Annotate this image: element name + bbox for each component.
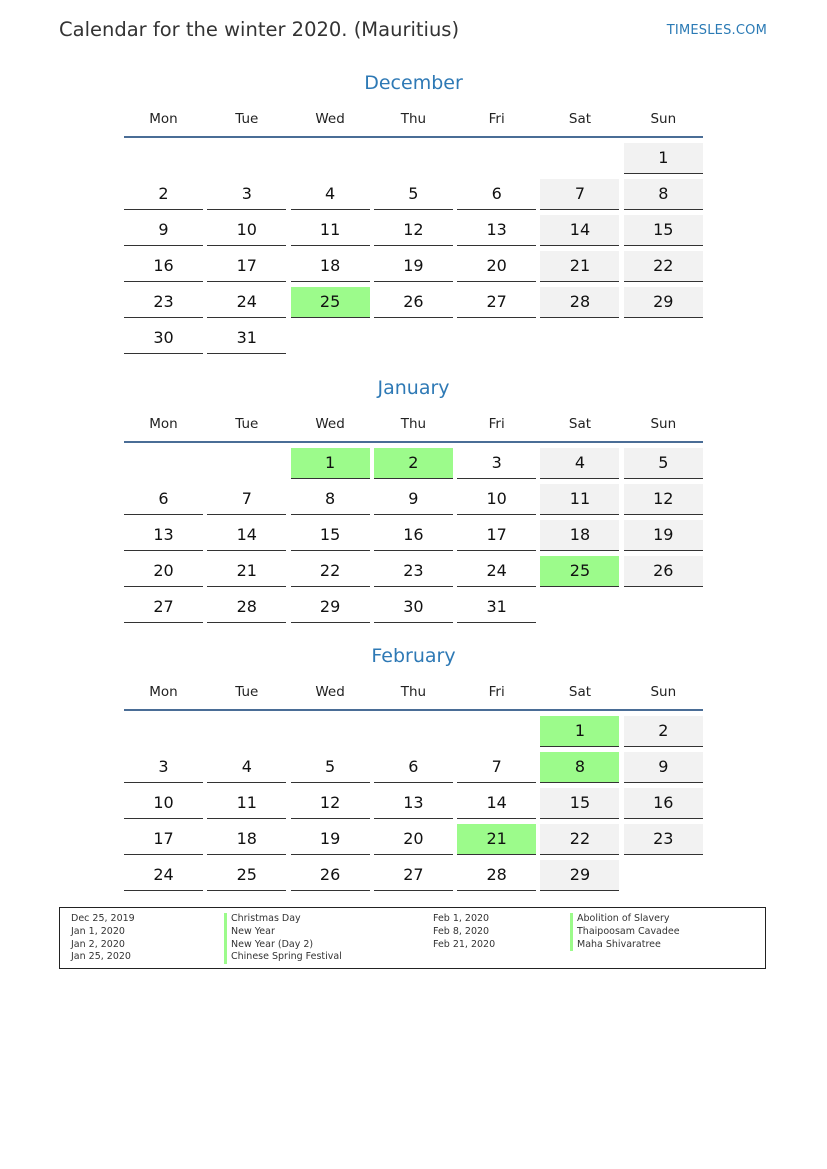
weekday-label: Sat — [568, 416, 592, 432]
weekday-label: Tue — [235, 416, 259, 432]
day-cell: 2 — [124, 179, 203, 210]
weekday-label: Mon — [149, 416, 178, 432]
day-cell: 3 — [124, 752, 203, 783]
day-cell: 27 — [457, 287, 536, 318]
weekday-label: Thu — [400, 684, 427, 700]
day-cell: 23 — [624, 824, 703, 855]
weekday-header — [124, 409, 703, 443]
empty-cell — [207, 448, 286, 479]
day-cell: 26 — [374, 287, 453, 318]
weekday-label: Sat — [568, 111, 592, 127]
day-cell: 6 — [124, 484, 203, 515]
empty-cell — [291, 716, 370, 747]
legend-entry: Feb 8, 2020 — [433, 925, 490, 937]
day-cell: 24 — [457, 556, 536, 587]
day-cell: 11 — [291, 215, 370, 246]
day-cell: 8 — [624, 179, 703, 210]
day-cell: 29 — [540, 860, 619, 891]
day-cell: 21 — [540, 251, 619, 282]
day-cell: 29 — [624, 287, 703, 318]
day-cell: 9 — [374, 484, 453, 515]
day-grid — [124, 716, 703, 896]
day-cell: 19 — [374, 251, 453, 282]
day-cell: 1 — [624, 143, 703, 174]
month-february — [124, 641, 703, 896]
weekday-label: Wed — [315, 416, 345, 432]
empty-cell — [457, 143, 536, 174]
day-cell: 27 — [124, 592, 203, 623]
weekday-label: Tue — [235, 111, 259, 127]
day-grid — [124, 143, 703, 359]
day-cell: 25 — [207, 860, 286, 891]
weekday-label: Thu — [400, 416, 427, 432]
day-cell: 12 — [624, 484, 703, 515]
day-cell: 24 — [124, 860, 203, 891]
site-brand-link[interactable]: TIMESLES.COM — [666, 23, 767, 38]
month-title: December — [364, 72, 463, 94]
day-cell: 11 — [207, 788, 286, 819]
day-cell: 26 — [291, 860, 370, 891]
legend-entry: New Year (Day 2) — [224, 939, 342, 952]
day-cell: 17 — [207, 251, 286, 282]
empty-cell — [374, 716, 453, 747]
day-cell: 15 — [291, 520, 370, 551]
holiday-day-cell: 25 — [291, 287, 370, 318]
holiday-day-cell: 1 — [540, 716, 619, 747]
day-cell: 31 — [207, 323, 286, 354]
legend-entry: Feb 21, 2020 — [433, 938, 496, 950]
day-cell: 16 — [624, 788, 703, 819]
month-january — [124, 373, 703, 628]
month-december — [124, 68, 703, 359]
day-cell: 18 — [540, 520, 619, 551]
day-cell: 4 — [540, 448, 619, 479]
legend-names-left — [224, 913, 342, 964]
day-cell: 28 — [457, 860, 536, 891]
weekday-header — [124, 104, 703, 138]
legend-entry: Chinese Spring Festival — [224, 951, 342, 964]
weekday-label: Wed — [315, 111, 345, 127]
holiday-day-cell: 8 — [540, 752, 619, 783]
weekday-label: Fri — [488, 111, 505, 127]
day-cell: 3 — [457, 448, 536, 479]
day-cell: 4 — [207, 752, 286, 783]
holiday-day-cell: 1 — [291, 448, 370, 479]
day-cell: 30 — [124, 323, 203, 354]
day-cell: 18 — [291, 251, 370, 282]
day-cell: 17 — [457, 520, 536, 551]
weekday-label: Mon — [149, 111, 178, 127]
day-cell: 7 — [207, 484, 286, 515]
day-cell: 22 — [291, 556, 370, 587]
weekday-label: Sat — [568, 684, 592, 700]
day-cell: 14 — [457, 788, 536, 819]
day-cell: 8 — [291, 484, 370, 515]
empty-cell — [374, 143, 453, 174]
legend-entry: Feb 1, 2020 — [433, 913, 490, 924]
legend-entry: Maha Shivaratree — [570, 939, 680, 952]
day-cell: 24 — [207, 287, 286, 318]
day-cell: 16 — [374, 520, 453, 551]
empty-cell — [207, 716, 286, 747]
day-cell: 30 — [374, 592, 453, 623]
day-cell: 29 — [291, 592, 370, 623]
weekday-label: Tue — [235, 684, 259, 700]
month-title: February — [371, 645, 456, 667]
legend-entry: Dec 25, 2019 — [71, 913, 135, 924]
day-cell: 23 — [124, 287, 203, 318]
day-cell: 28 — [540, 287, 619, 318]
day-cell: 4 — [291, 179, 370, 210]
legend-dates-right — [433, 913, 495, 951]
day-cell: 7 — [457, 752, 536, 783]
page-title: Calendar for the winter 2020. (Mauritius) — [59, 18, 460, 41]
day-cell: 6 — [457, 179, 536, 210]
day-cell: 20 — [124, 556, 203, 587]
day-cell: 14 — [207, 520, 286, 551]
weekday-label: Sun — [650, 111, 677, 127]
day-cell: 5 — [374, 179, 453, 210]
legend-entry: Jan 1, 2020 — [71, 925, 125, 937]
weekday-label: Thu — [400, 111, 427, 127]
day-cell: 3 — [207, 179, 286, 210]
empty-cell — [207, 143, 286, 174]
day-cell: 19 — [291, 824, 370, 855]
day-cell: 17 — [124, 824, 203, 855]
legend-dates-left — [71, 913, 135, 964]
day-cell: 10 — [207, 215, 286, 246]
empty-cell — [124, 143, 203, 174]
weekday-label: Wed — [315, 684, 345, 700]
day-cell: 7 — [540, 179, 619, 210]
holiday-legend — [59, 907, 766, 969]
weekday-label: Sun — [650, 684, 677, 700]
day-cell: 12 — [291, 788, 370, 819]
holiday-day-cell: 21 — [457, 824, 536, 855]
day-cell: 20 — [374, 824, 453, 855]
empty-cell — [124, 716, 203, 747]
day-cell: 16 — [124, 251, 203, 282]
empty-cell — [540, 143, 619, 174]
day-cell: 26 — [624, 556, 703, 587]
day-cell: 27 — [374, 860, 453, 891]
day-cell: 28 — [207, 592, 286, 623]
holiday-day-cell: 25 — [540, 556, 619, 587]
day-cell: 5 — [624, 448, 703, 479]
day-cell: 23 — [374, 556, 453, 587]
day-cell: 10 — [124, 788, 203, 819]
day-cell: 9 — [624, 752, 703, 783]
day-cell: 5 — [291, 752, 370, 783]
day-cell: 13 — [374, 788, 453, 819]
day-cell: 12 — [374, 215, 453, 246]
legend-entry: Abolition of Slavery — [570, 913, 680, 926]
day-cell: 13 — [457, 215, 536, 246]
day-cell: 19 — [624, 520, 703, 551]
month-title: January — [377, 377, 450, 399]
day-cell: 22 — [624, 251, 703, 282]
day-cell: 15 — [624, 215, 703, 246]
weekday-header — [124, 677, 703, 711]
day-cell: 21 — [207, 556, 286, 587]
legend-entry: Christmas Day — [224, 913, 342, 926]
day-cell: 11 — [540, 484, 619, 515]
day-cell: 22 — [540, 824, 619, 855]
day-cell: 13 — [124, 520, 203, 551]
weekday-label: Fri — [488, 684, 505, 700]
day-cell: 2 — [624, 716, 703, 747]
weekday-label: Sun — [650, 416, 677, 432]
day-cell: 10 — [457, 484, 536, 515]
legend-entry: Jan 25, 2020 — [71, 951, 131, 963]
empty-cell — [291, 143, 370, 174]
weekday-label: Fri — [488, 416, 505, 432]
holiday-day-cell: 2 — [374, 448, 453, 479]
legend-entry: Jan 2, 2020 — [71, 938, 125, 950]
day-cell: 20 — [457, 251, 536, 282]
day-cell: 18 — [207, 824, 286, 855]
legend-entry: New Year — [224, 926, 342, 939]
day-cell: 9 — [124, 215, 203, 246]
day-cell: 14 — [540, 215, 619, 246]
day-cell: 15 — [540, 788, 619, 819]
day-grid — [124, 448, 703, 628]
day-cell: 6 — [374, 752, 453, 783]
day-cell: 31 — [457, 592, 536, 623]
empty-cell — [124, 448, 203, 479]
legend-names-right — [570, 913, 680, 951]
empty-cell — [457, 716, 536, 747]
legend-entry: Thaipoosam Cavadee — [570, 926, 680, 939]
weekday-label: Mon — [149, 684, 178, 700]
